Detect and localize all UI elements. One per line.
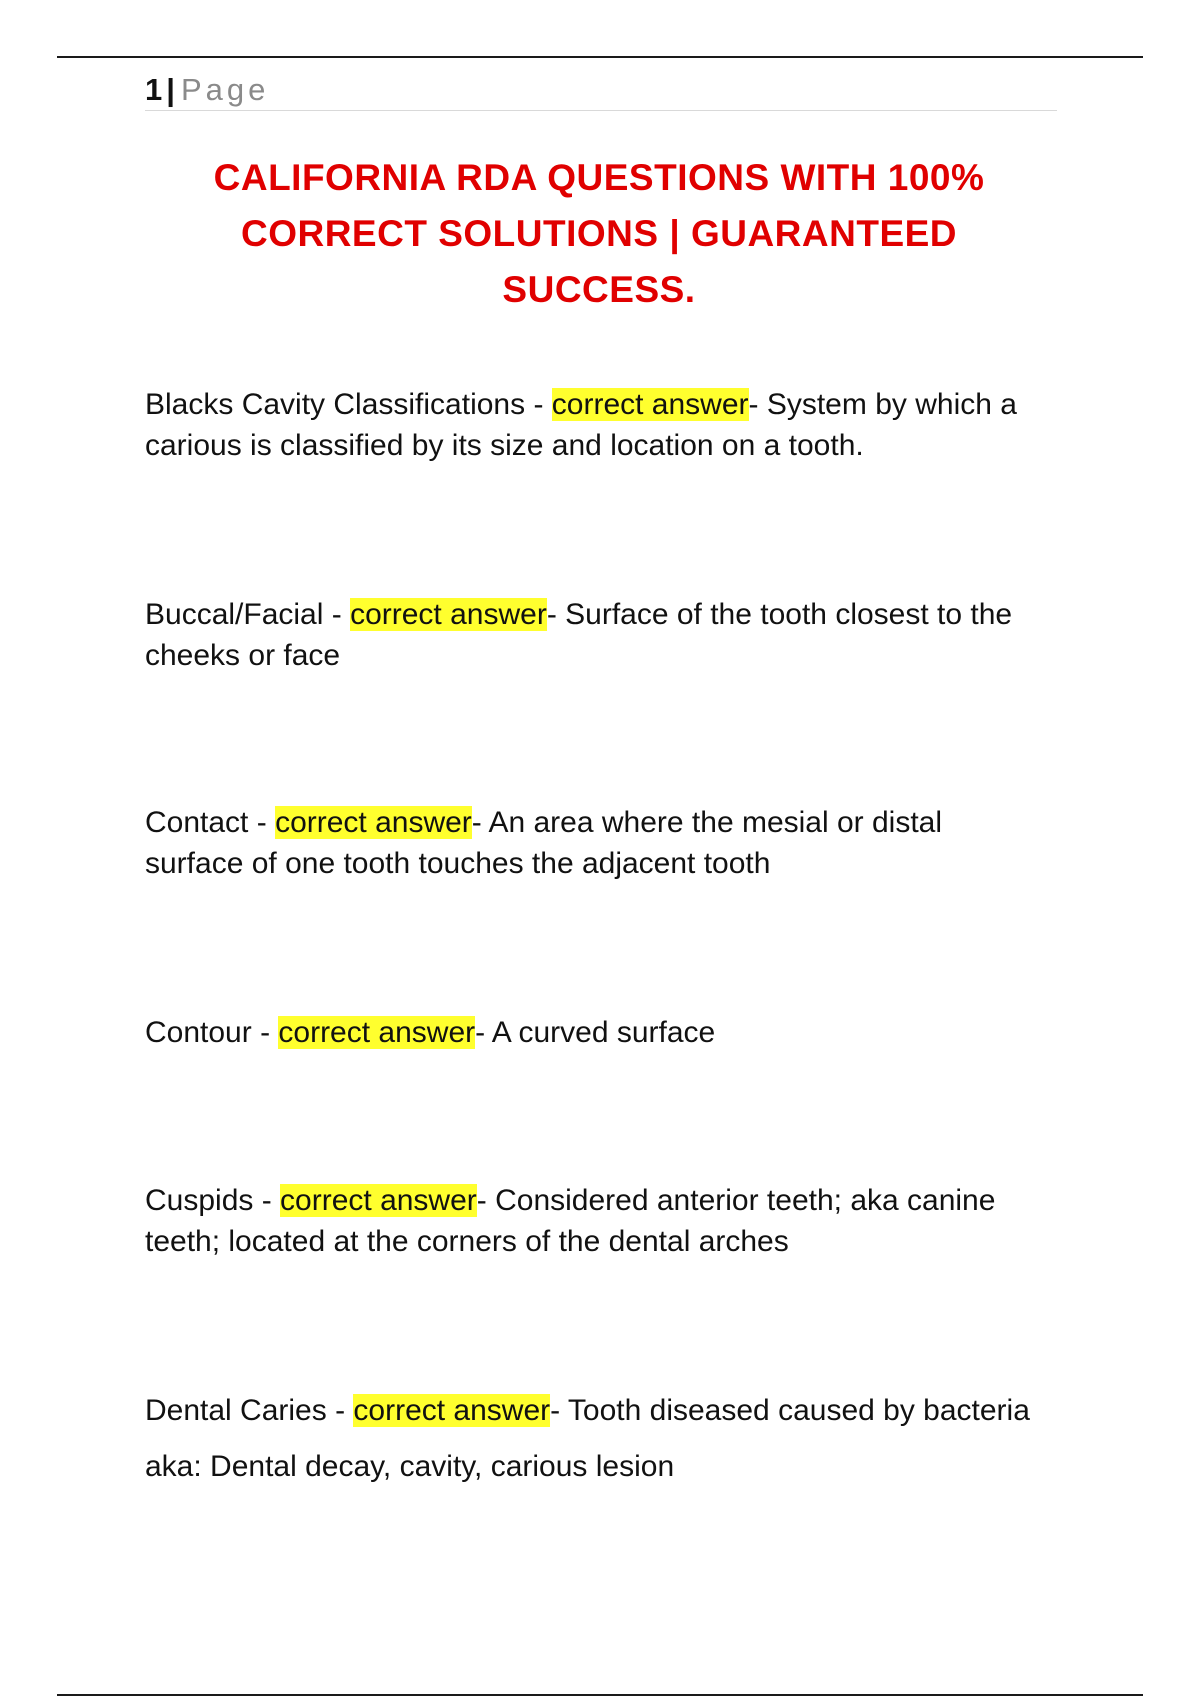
top-rule: [57, 56, 1143, 58]
answer-highlight: correct answer: [275, 806, 472, 839]
entry-extra-note: aka: Dental decay, cavity, carious lesion: [145, 1450, 675, 1483]
entry-definition: - Tooth diseased caused by bacteria: [550, 1394, 1030, 1427]
entry-definition: - A curved surface: [475, 1016, 716, 1049]
page-word: Page: [180, 72, 270, 107]
entry-definition: - Considered anterior teeth; aka canine teeth; located at the corners of the dental arches: [145, 1184, 996, 1258]
entry-term: Dental Caries -: [145, 1394, 354, 1427]
answer-highlight: correct answer: [551, 388, 749, 421]
answer-highlight: correct answer: [353, 1394, 551, 1427]
page-number: 1: [145, 72, 163, 107]
entry-definition: - An area where the mesial or distal surface of one tooth touches the adjacent tooth: [145, 806, 943, 880]
answer-highlight: correct answer: [280, 1184, 477, 1217]
answer-highlight: correct answer: [278, 1016, 476, 1049]
entry-main: [145, 1390, 1045, 1431]
entry-term: Blacks Cavity Classifications -: [145, 388, 552, 421]
qa-entry: [145, 1180, 1045, 1262]
answer-highlight: correct answer: [350, 598, 547, 631]
page-header: [145, 70, 1057, 111]
qa-entry: [145, 802, 1045, 884]
entry-term: Buccal/Facial -: [145, 598, 351, 631]
qa-entry: [145, 1012, 1045, 1053]
bottom-rule: [57, 1694, 1143, 1696]
entry-term: Contour -: [145, 1016, 279, 1049]
qa-entry: [145, 384, 1045, 466]
qa-entry: [145, 594, 1045, 676]
qa-entry: [145, 1390, 1045, 1487]
page-separator: |: [166, 72, 175, 107]
entry-term: Cuspids -: [145, 1184, 281, 1217]
entry-definition: - System by which a carious is classified by its size and location on a tooth.: [145, 388, 1017, 462]
document-title: CALIFORNIA RDA QUESTIONS WITH 100% CORRECT SOLUTIONS | GUARANTEED SUCCESS.: [213, 157, 985, 310]
entry-term: Contact -: [145, 806, 276, 839]
entry-definition: - Surface of the tooth closest to the cheeks or face: [145, 598, 1013, 672]
